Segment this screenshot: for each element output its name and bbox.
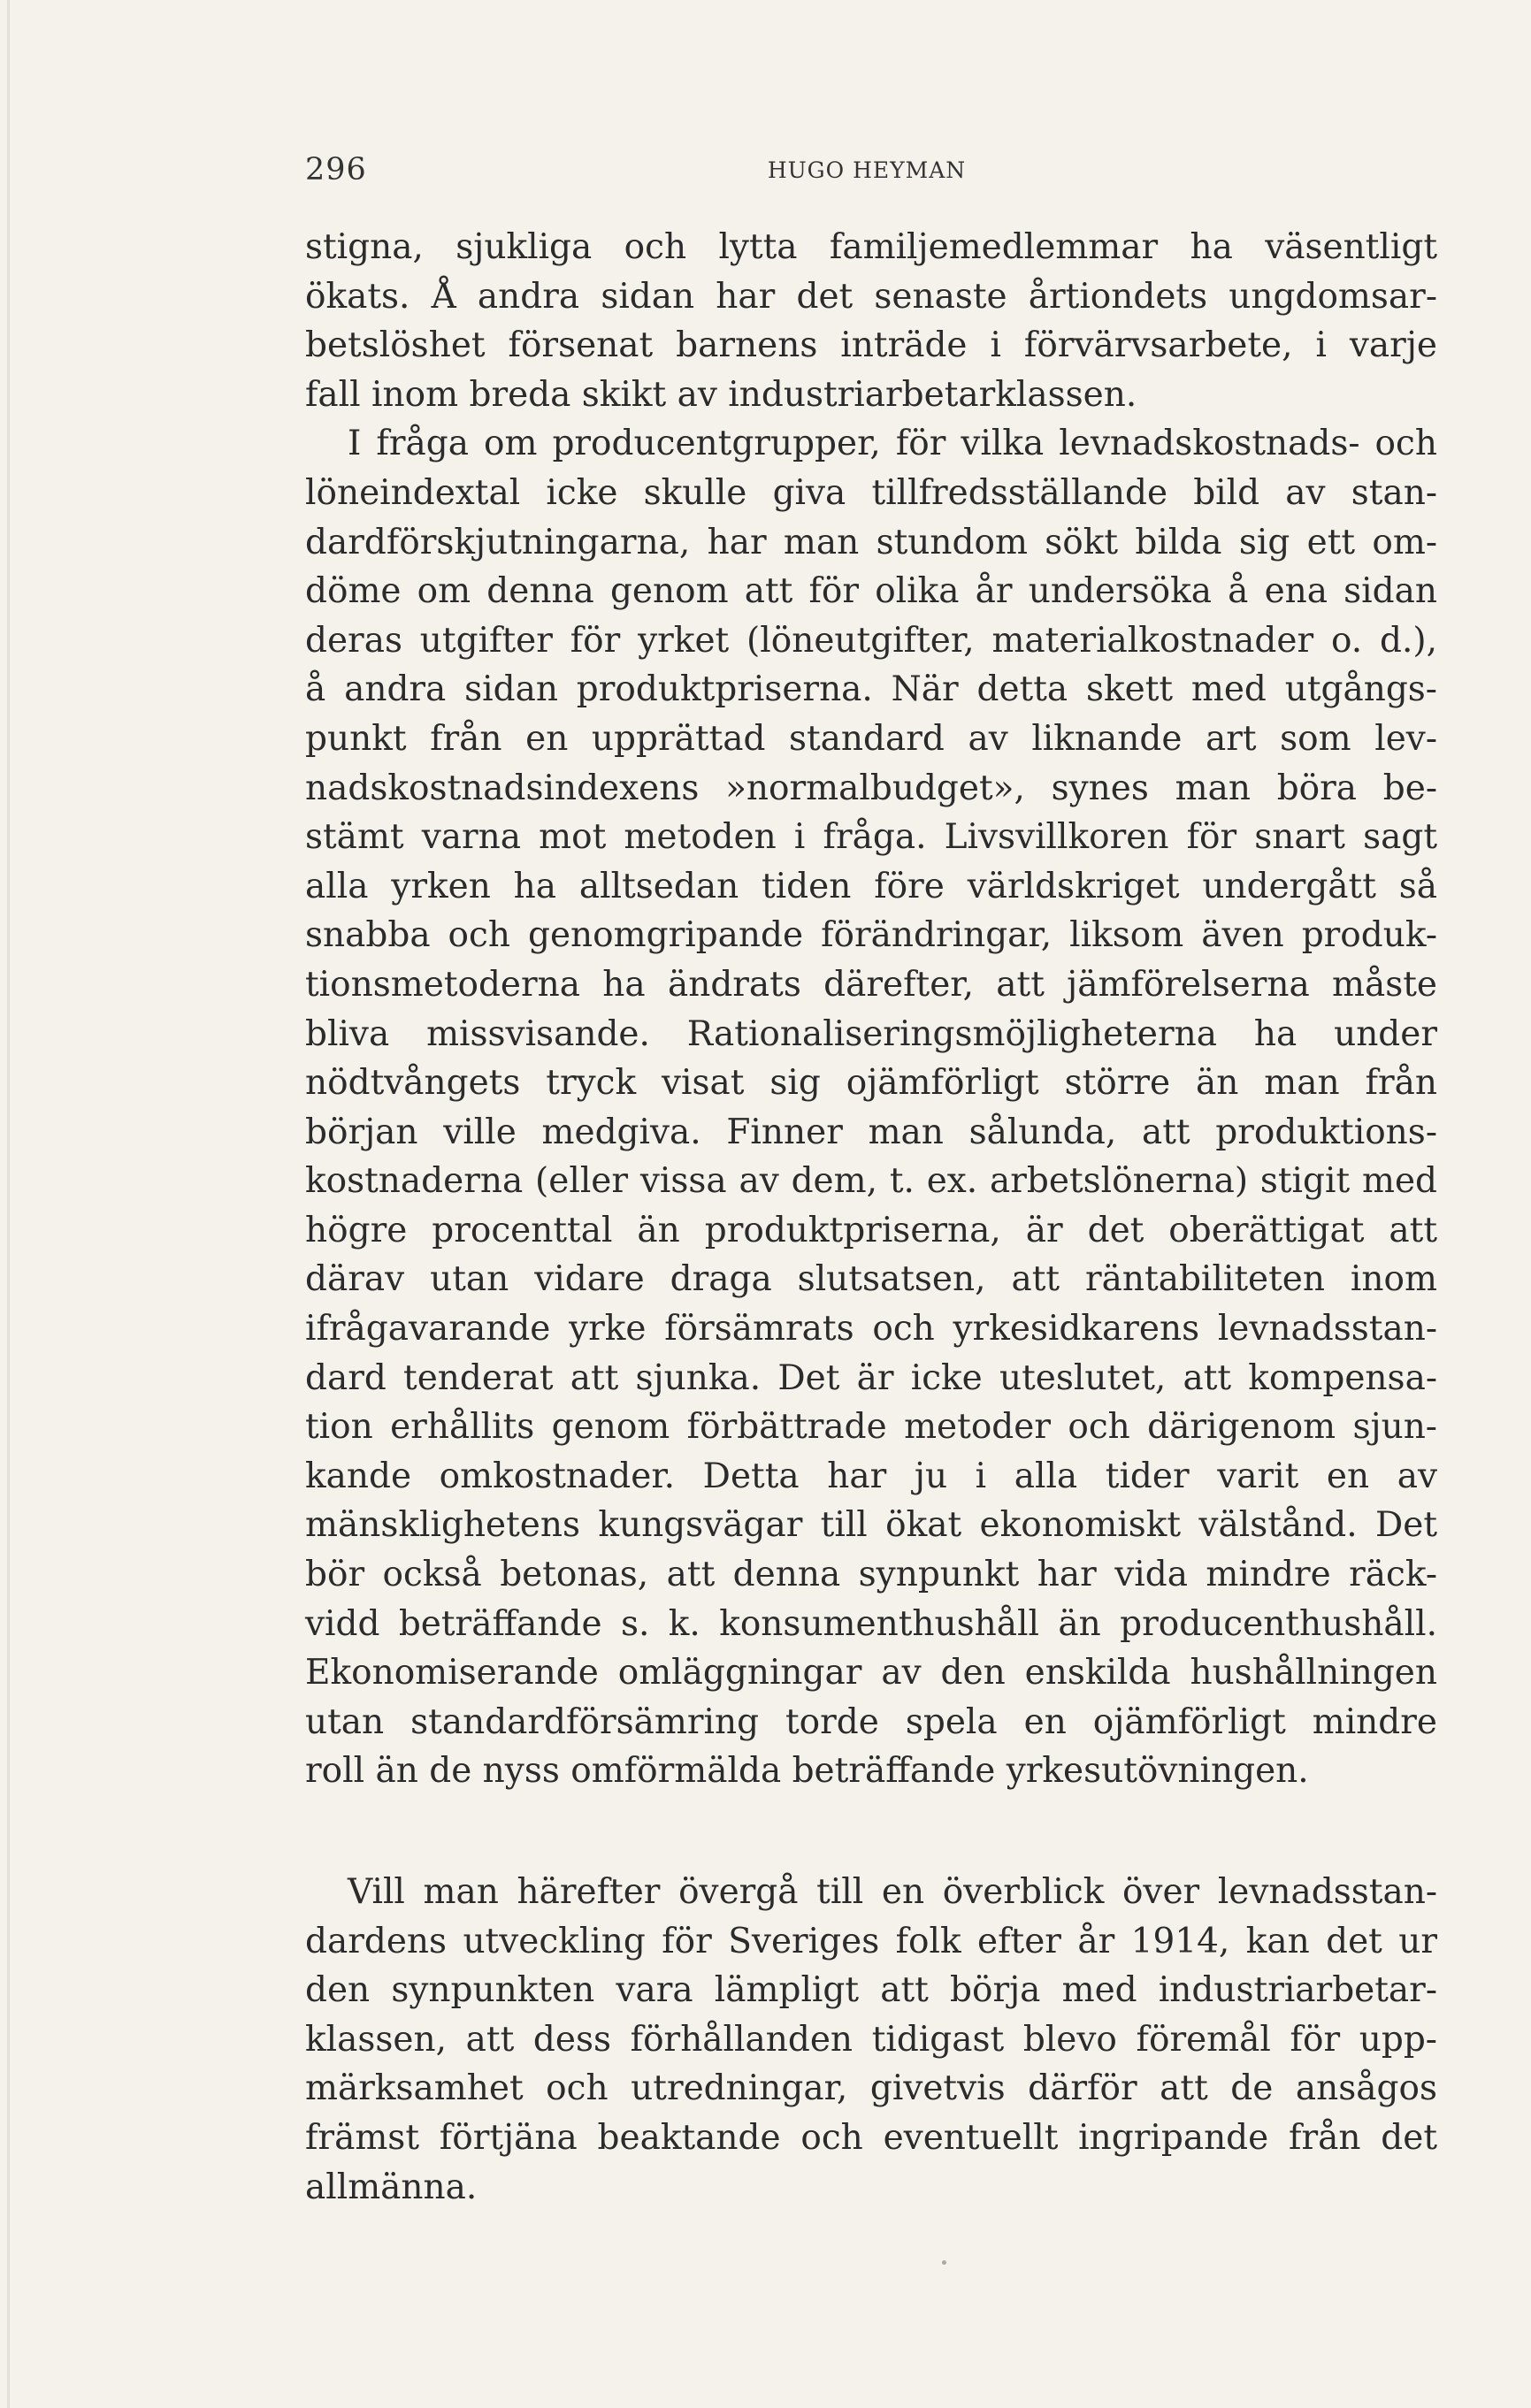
running-head: HUGO HEYMAN	[767, 157, 967, 183]
text-line: stämt varna mot metoden i fråga. Livsvillkoren för snart sagt	[305, 817, 1437, 858]
text-line: snabba och genomgripande förändringar, liksom även produk-	[305, 915, 1437, 956]
text-line: deras utgifter för yrket (löneutgifter, materialkostnader o. d.),	[305, 620, 1437, 661]
text-line: bliva missvisande. Rationaliseringsmöjligheterna ha under	[305, 1013, 1437, 1054]
text-line: ökats. Å andra sidan har det senaste årtiondets ungdomsar-	[305, 276, 1437, 317]
text-line: Vill man härefter övergå till en överblick över levnadsstan-	[348, 1872, 1437, 1912]
text-line: döme om denna genom att för olika år undersöka å ena sidan	[305, 571, 1437, 612]
paragraph-2	[305, 419, 1437, 1796]
text-line: dardens utveckling för Sveriges folk efter år 1914, kan det ur	[305, 1921, 1437, 1961]
text-line: början ville medgiva. Finner man sålunda, att produktions-	[305, 1112, 1437, 1152]
text-line: punkt från en upprättad standard av liknande art som lev-	[305, 718, 1437, 759]
ink-speck	[942, 2260, 946, 2265]
page-number: 296	[305, 152, 367, 187]
text-line: I fråga om producentgrupper, för vilka levnadskostnads- och	[348, 424, 1437, 464]
text-line: därav utan vidare draga slutsatsen, att räntabiliteten inom	[305, 1259, 1437, 1300]
text-line: fall inom breda skikt av industriarbetarklassen.	[305, 374, 1137, 415]
text-line: nödtvångets tryck visat sig ojämförligt större än man från	[305, 1063, 1437, 1104]
text-line: främst förtjäna beaktande och eventuellt ingripande från det	[305, 2117, 1437, 2158]
text-line: å andra sidan produktpriserna. När detta skett med utgångs-	[305, 669, 1437, 710]
text-line: nadskostnadsindexens »normalbudget», synes man böra be-	[305, 768, 1437, 808]
text-line: bör också betonas, att denna synpunkt har vida mindre räck-	[305, 1555, 1437, 1595]
paragraph-1	[305, 223, 1437, 419]
text-line: betslöshet försenat barnens inträde i förvärvsarbete, i varje	[305, 325, 1437, 366]
text-line: högre procenttal än produktpriserna, är det oberättigat att	[305, 1210, 1437, 1250]
page-header	[305, 152, 1428, 196]
text-line: tionsmetoderna ha ändrats därefter, att jämförelserna måste	[305, 964, 1437, 1005]
section-break	[305, 1796, 1437, 1868]
text-line: klassen, att dess förhållanden tidigast blevo föremål för upp-	[305, 2019, 1437, 2060]
text-line: den synpunkten vara lämpligt att börja med industriarbetar-	[305, 1970, 1437, 2011]
text-line: märksamhet och utredningar, givetvis därför att de ansågos	[305, 2068, 1437, 2109]
page-edge	[7, 0, 10, 2408]
text-line: kande omkostnader. Detta har ju i alla tider varit en av	[305, 1456, 1437, 1496]
text-line: Ekonomiserande omläggningar av den enskilda hushållningen	[305, 1653, 1437, 1693]
text-line: löneindextal icke skulle giva tillfredsställande bild av stan-	[305, 472, 1437, 513]
text-line: roll än de nyss omförmälda beträffande yrkesutövningen.	[305, 1751, 1309, 1792]
paragraph-3	[305, 1868, 1437, 2212]
text-line: allmänna.	[305, 2167, 478, 2207]
text-line: utan standardförsämring torde spela en ojämförligt mindre	[305, 1701, 1437, 1742]
body-text	[305, 223, 1437, 2212]
text-line: vidd beträffande s. k. konsumenthushåll än producenthushåll.	[305, 1603, 1437, 1644]
text-line: alla yrken ha alltsedan tiden före världskriget undergått så	[305, 866, 1437, 906]
text-line: stigna, sjukliga och lytta familjemedlemmar ha väsentligt	[305, 227, 1437, 267]
text-line: tion erhållits genom förbättrade metoder och därigenom sjun-	[305, 1407, 1437, 1448]
text-line: dard tenderat att sjunka. Det är icke uteslutet, att kompensa-	[305, 1357, 1437, 1398]
text-line: kostnaderna (eller vissa av dem, t. ex. arbetslönerna) stigit med	[305, 1161, 1437, 1202]
text-line: ifrågavarande yrke försämrats och yrkesidkarens levnadsstan-	[305, 1309, 1437, 1349]
text-line: dardförskjutningarna, har man stundom sökt bilda sig ett om-	[305, 522, 1437, 562]
text-line: mänsklighetens kungsvägar till ökat ekonomiskt välstånd. Det	[305, 1505, 1437, 1546]
